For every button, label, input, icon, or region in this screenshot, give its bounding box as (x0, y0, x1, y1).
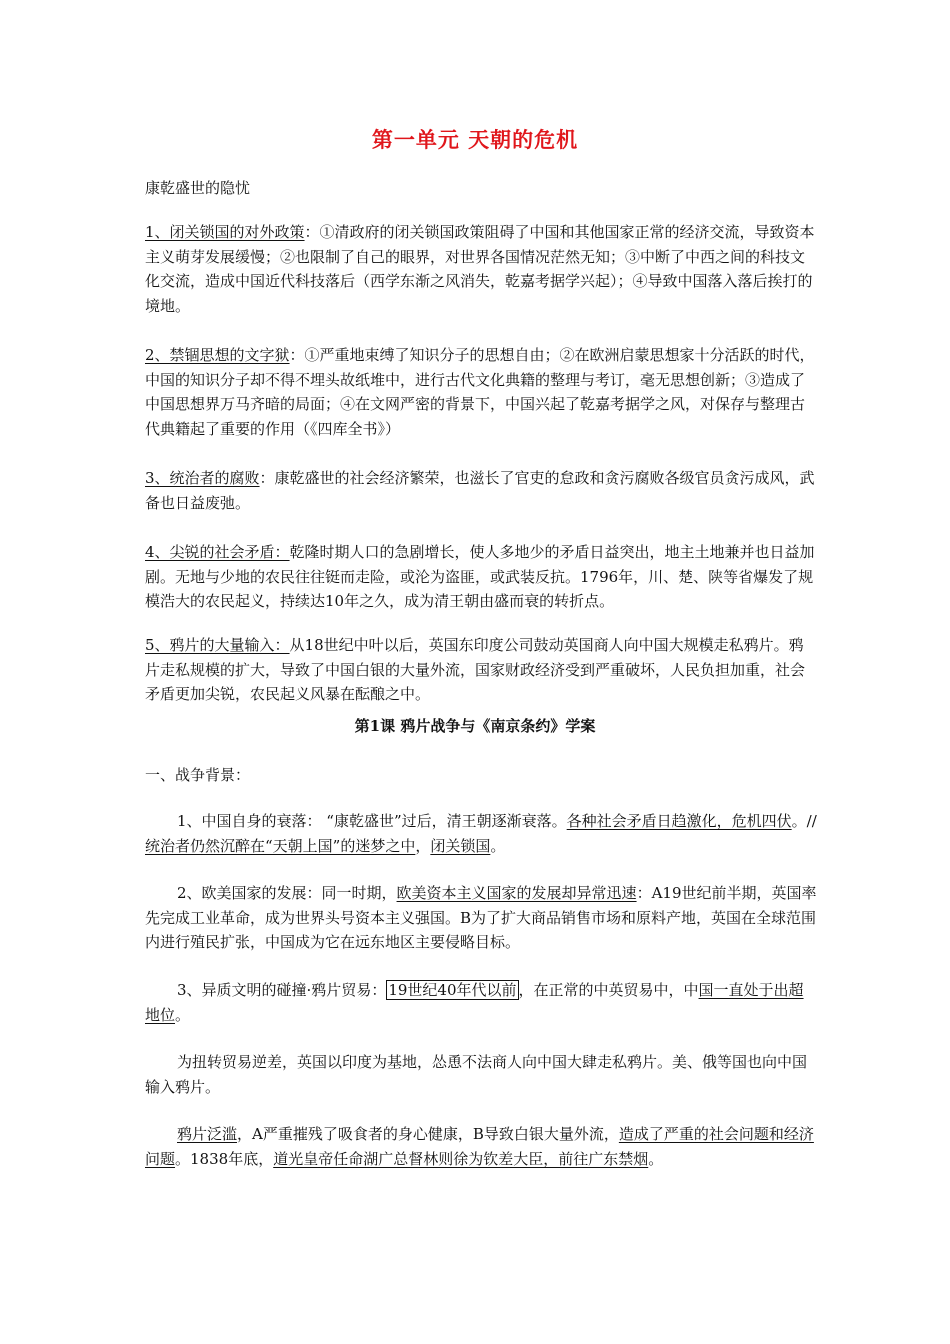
paragraph-label: 5、鸦片的大量输入： (145, 636, 290, 654)
text-run: ， (415, 836, 431, 855)
paragraph-literary-inquisition (145, 343, 817, 441)
lesson-title: 第1课 鸦片战争与《南京条约》学案 (354, 717, 596, 735)
underlined-text: 欧美资本主义国家的发展却异常迅速 (396, 884, 637, 902)
text-run: 2、欧美国家的发展：同一时期， (177, 884, 397, 902)
underlined-text: 道光皇帝任命湖广总督林则徐为钦差大臣，前往广东禁烟 (273, 1149, 649, 1168)
paragraph-closed-door-policy (145, 220, 817, 318)
paragraph-label: 4、尖锐的社会矛盾： (145, 543, 290, 561)
text-run: ，A严重摧残了吸食者的身心健康，B导致白银大量外流， (237, 1125, 619, 1143)
paragraph-text: ：①清政府的闭关锁国政策阻碍了中国和其他国家正常的经济交流，导致资本主义萌芽发展缓慢；②也限制了自己的眼界，对世界各国情况茫然无知；③中断了中西之间的科技文化交流，造成中国近代科技落后（西学东渐之风消失，乾嘉考据学兴起）；④导致中国落入落后挨打的境地。 (145, 223, 815, 315)
paragraph-text: ：康乾盛世的社会经济繁荣，也滋长了官吏的怠政和贪污腐败各级官员贪污成风，武备也日益废弛。 (145, 469, 815, 512)
paragraph-corruption (145, 466, 817, 515)
underlined-text: 鸦片泛滥 (177, 1125, 238, 1143)
text-run: 。1838年底， (175, 1149, 274, 1168)
underlined-text: 各种社会矛盾日趋激化，危机四伏 (566, 812, 792, 830)
text-run: 。 (490, 836, 506, 855)
paragraph-trade-deficit: 为扭转贸易逆差，英国以印度为基地，怂恿不法商人向中国大肆走私鸦片。美、俄等国也向中国输入鸦片。 (145, 1053, 808, 1096)
paragraph-social-conflict (145, 540, 817, 614)
boxed-text: 19世纪40年代以前 (388, 981, 517, 999)
text-run: 。// (791, 812, 817, 830)
text-run: 1、中国自身的衰落： “康乾盛世”过后，清王朝逐渐衰落。 (177, 812, 567, 830)
paragraph-label: 2、禁锢思想的文字狱 (145, 346, 290, 364)
section-heading: 康乾盛世的隐忧 (145, 179, 251, 197)
part-heading: 一、战争背景： (145, 766, 251, 784)
paragraph-opium-trade (145, 978, 817, 1027)
underlined-text: 国一直处于出超地位 (145, 981, 804, 1024)
text-run: ，在正常的中英贸易中，中 (518, 981, 699, 999)
paragraph-text: 乾隆时期人口的急剧增长，使人多地少的矛盾日益突出，地主土地兼并也日益加剧。无地与少地的农民往往铤而走险，或沦为盗匪，或武装反抗。1796年，川、楚、陕等省爆发了规模浩大的农民起义，持续达10年之久，成为清王朝由盛而衰的转折点。 (145, 543, 815, 610)
paragraph-opium-import (145, 633, 817, 707)
paragraph-china-decline (145, 809, 817, 858)
paragraph-text: 从18世纪中叶以后，英国东印度公司鼓动英国商人向中国大规模走私鸦片。鸦片走私规模的扩大，导致了中国白银的大量外流，国家财政经济受到严重破坏，人民负担加重，社会矛盾更加尖锐，农民起义风暴在酝酿之中。 (145, 636, 806, 703)
paragraph-western-development (145, 881, 817, 955)
text-run: 。 (648, 1149, 664, 1168)
paragraph-label: 3、统治者的腐败 (145, 469, 260, 487)
underlined-text: 闭关锁国 (430, 836, 491, 855)
text-run: ：A19世纪前半期，英国率先完成工业革命，成为世界头号资本主义强国。B为了扩大商品销售市场和原料产地，英国在全球范围内进行殖民扩张，中国成为它在远东地区主要侵略目标。 (145, 884, 817, 951)
unit-title: 第一单元 天朝的危机 (371, 127, 579, 152)
paragraph-opium-spread (145, 1122, 817, 1171)
underlined-text: 造成了严重的社会问题和经济问题 (145, 1125, 814, 1168)
paragraph-text: ：①严重地束缚了知识分子的思想自由；②在欧洲启蒙思想家十分活跃的时代，中国的知识分子却不得不埋头故纸堆中，进行古代文化典籍的整理与考订，毫无思想创新；③造成了中国思想界万马齐暗的局面；④在文网严密的背景下，中国兴起了乾嘉考据学之风，对保存与整理古代典籍起了重要的作用（《四库全书》） (145, 346, 815, 438)
text-run: 3、异质文明的碰撞·鸦片贸易： (177, 981, 387, 999)
text-run: 。 (175, 1005, 191, 1024)
paragraph-label: 1、闭关锁国的对外政策 (145, 223, 305, 241)
underlined-text: 统治者仍然沉醉在“天朝上国”的迷梦之中 (145, 836, 416, 855)
